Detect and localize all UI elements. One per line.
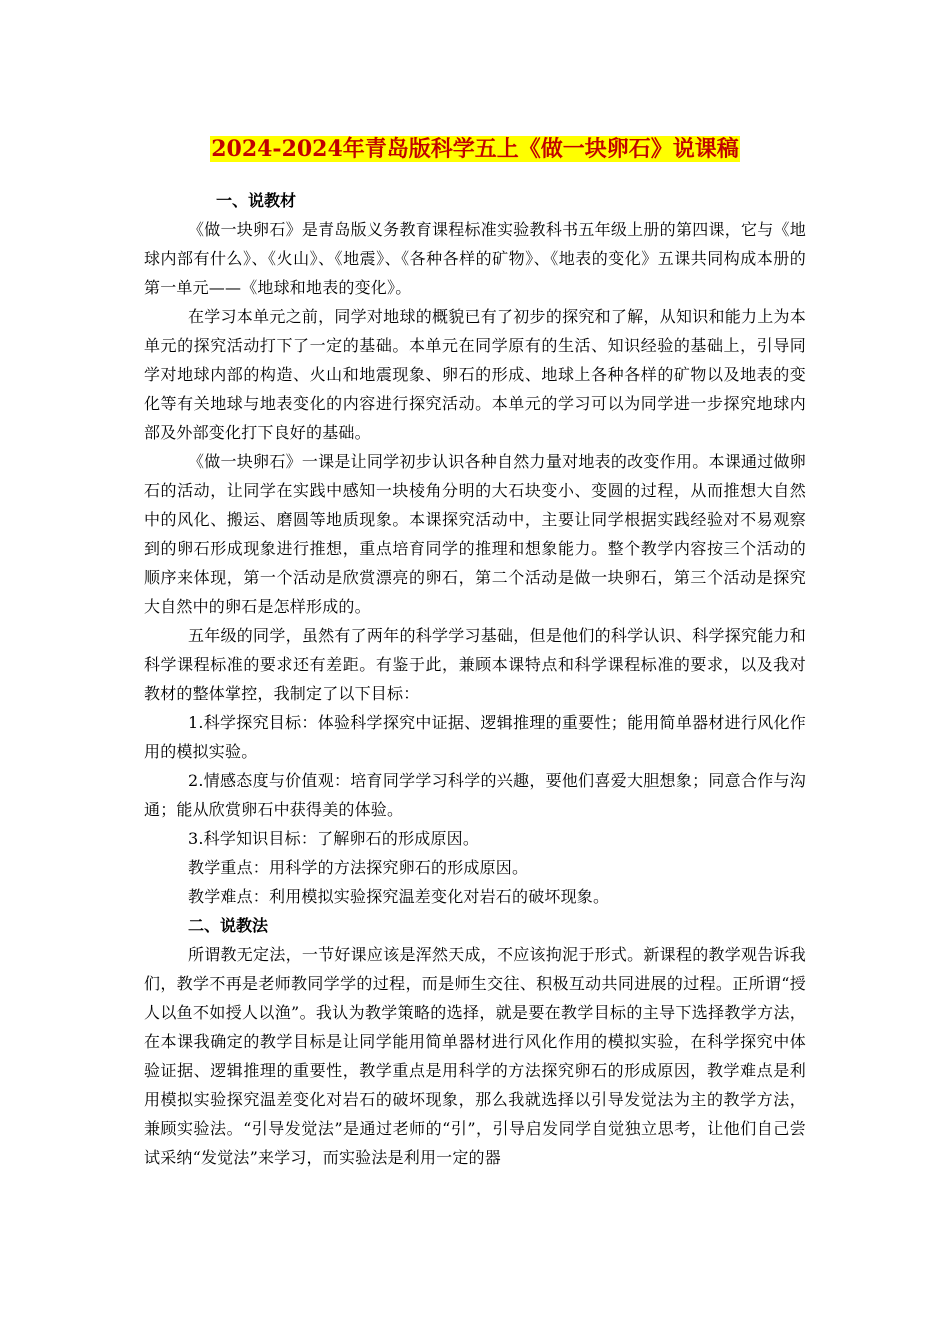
paragraph: 《做一块卵石》一课是让同学初步认识各种自然力量对地表的改变作用。本课通过做卵石的活动，让同学在实践中感知一块棱角分明的大石块变小、变圆的过程，从而推想大自然中的风化、搬运、磨圆等地质现象。本课探究活动中，主要让同学根据实践经验对不易观察到的卵石形成现象进行推想，重点培育同学的推理和想象能力。整个教学内容按三个活动的顺序来体现，第一个活动是欣赏漂亮的卵石，第二个活动是做一块卵石，第三个活动是探究大自然中的卵石是怎样形成的。: [144, 452, 806, 616]
paragraph: 所谓教无定法，一节好课应该是浑然天成，不应该拘泥于形式。新课程的教学观告诉我们，教学不再是老师教同学学的过程，而是师生交往、积极互动共同进展的过程。正所谓“授人以鱼不如授人以渔”。我认为教学策略的选择，就是要在教学目标的主导下选择教学方法，在本课我确定的教学目标是让同学能用简单器材进行风化作用的模拟实验，在科学探究中体验证据、逻辑推理的重要性，教学重点是用科学的方法探究卵石的形成原因，教学难点是利用模拟实验探究温差变化对岩石的破坏现象，那么我就选择以引导发觉法为主的教学方法，兼顾实验法。“引导发觉法”是通过老师的“引”，引导启发同学自觉独立思考，让他们自己尝试采纳“发觉法”来学习，而实验法是利用一定的器: [144, 945, 806, 1167]
document-page: [144, 132, 806, 1172]
section-heading-teaching-material: 一、说教材: [216, 191, 297, 210]
teaching-focus: 教学重点：用科学的方法探究卵石的形成原因。: [188, 858, 529, 877]
goal-item-attitude: 2.情感态度与价值观：培育同学学习科学的兴趣，要他们喜爱大胆想象；同意合作与沟通；能从欣赏卵石中获得美的体验。: [144, 771, 806, 819]
paragraph: 五年级的同学，虽然有了两年的科学学习基础，但是他们的科学认识、科学探究能力和科学课程标准的要求还有差距。有鉴于此，兼顾本课特点和科学课程标准的要求，以及我对教材的整体掌控，我制定了以下目标：: [144, 626, 806, 703]
section-heading-teaching-method: 二、说教法: [188, 916, 269, 935]
paragraph: 《做一块卵石》是青岛版义务教育课程标准实验教科书五年级上册的第四课，它与《地球内部有什么》、《火山》、《地震》、《各种各样的矿物》、《地表的变化》五课共同构成本册的第一单元——《地球和地表的变化》。: [144, 220, 806, 297]
goal-item-knowledge: 3.科学知识目标：了解卵石的形成原因。: [188, 829, 480, 848]
document-title-text: 2024-2024年青岛版科学五上《做一块卵石》说课稿: [211, 136, 739, 162]
paragraph: 在学习本单元之前，同学对地球的概貌已有了初步的探究和了解，从知识和能力上为本单元的探究活动打下了一定的基础。本单元在同学原有的生活、知识经验的基础上，引导同学对地球内部的构造、火山和地震现象、卵石的形成、地球上各种各样的矿物以及地表的变化等有关地球与地表变化的内容进行探究活动。本单元的学习可以为同学进一步探究地球内部及外部变化打下良好的基础。: [144, 307, 806, 442]
document-title: [144, 132, 806, 166]
goal-item-inquiry: 1.科学探究目标：体验科学探究中证据、逻辑推理的重要性；能用简单器材进行风化作用的模拟实验。: [144, 713, 806, 761]
teaching-difficulty: 教学难点：利用模拟实验探究温差变化对岩石的破坏现象。: [188, 887, 610, 906]
